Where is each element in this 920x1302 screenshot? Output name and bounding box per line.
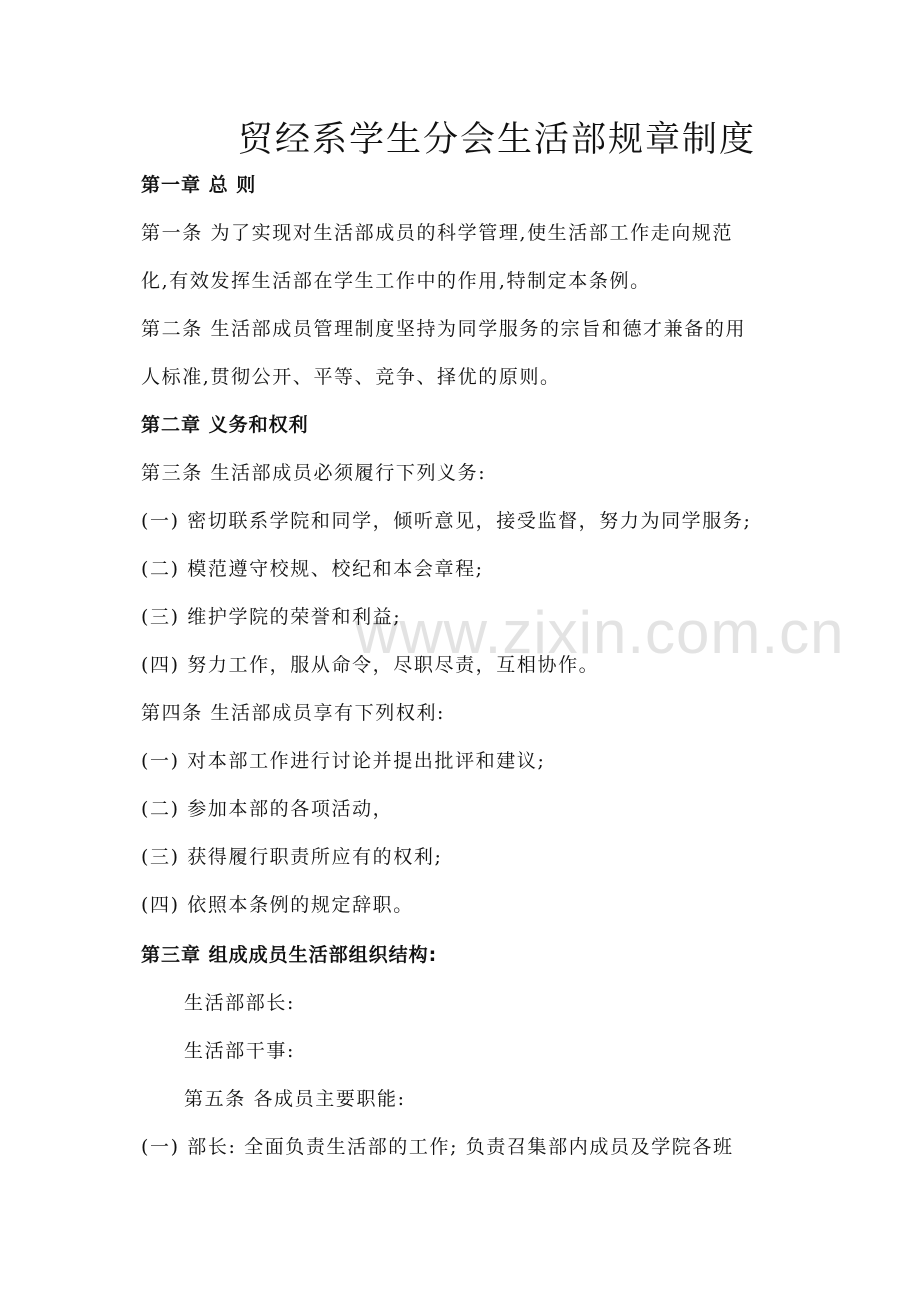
role-minister: 生活部部长: [184, 992, 296, 1014]
function-item-1: (一) 部长: 全面负责生活部的工作; 负责召集部内成员及学院各班 [141, 1136, 734, 1158]
chapter-2-heading: 第二章 义务和权利 [141, 414, 309, 436]
article-2-line-1: 第二条 生活部成员管理制度坚持为同学服务的宗旨和德才兼备的用 [141, 318, 747, 340]
chapter-1-heading: 第一章 总 则 [141, 174, 257, 196]
article-4-line: 第四条 生活部成员享有下列权利: [141, 702, 446, 724]
article-2-line-2: 人标准,贯彻公开、平等、竞争、择优的原则。 [141, 366, 561, 388]
right-item-4: (四) 依照本条例的规定辞职。 [141, 894, 414, 916]
watermark: www.zixin.com.cn [355, 599, 845, 666]
duty-item-1: (一) 密切联系学院和同学，倾听意见，接受监督，努力为同学服务; [141, 510, 752, 532]
right-item-2: (二) 参加本部的各项活动， [141, 798, 394, 820]
role-staff: 生活部干事: [184, 1040, 296, 1062]
document-title: 贸经系学生分会生活部规章制度 [237, 120, 756, 160]
article-5-line: 第五条 各成员主要职能: [184, 1088, 406, 1110]
article-1-line-2: 化,有效发挥生活部在学生工作中的作用,特制定本条例。 [141, 270, 651, 292]
right-item-3: (三) 获得履行职责所应有的权利; [141, 846, 443, 868]
duty-item-4: (四) 努力工作，服从命令，尽职尽责，互相协作。 [141, 654, 600, 676]
duty-item-2: (二) 模范遵守校规、校纪和本会章程; [141, 558, 484, 580]
article-1-line-1: 第一条 为了实现对生活部成员的科学管理,使生活部工作走向规范 [141, 222, 734, 244]
chapter-3-heading: 第三章 组成成员生活部组织结构: [141, 944, 438, 966]
duty-item-3: (三) 维护学院的荣誉和利益; [141, 606, 402, 628]
article-3-line: 第三条 生活部成员必须履行下列义务: [141, 462, 487, 484]
right-item-1: (一) 对本部工作进行讨论并提出批评和建议; [141, 750, 546, 772]
